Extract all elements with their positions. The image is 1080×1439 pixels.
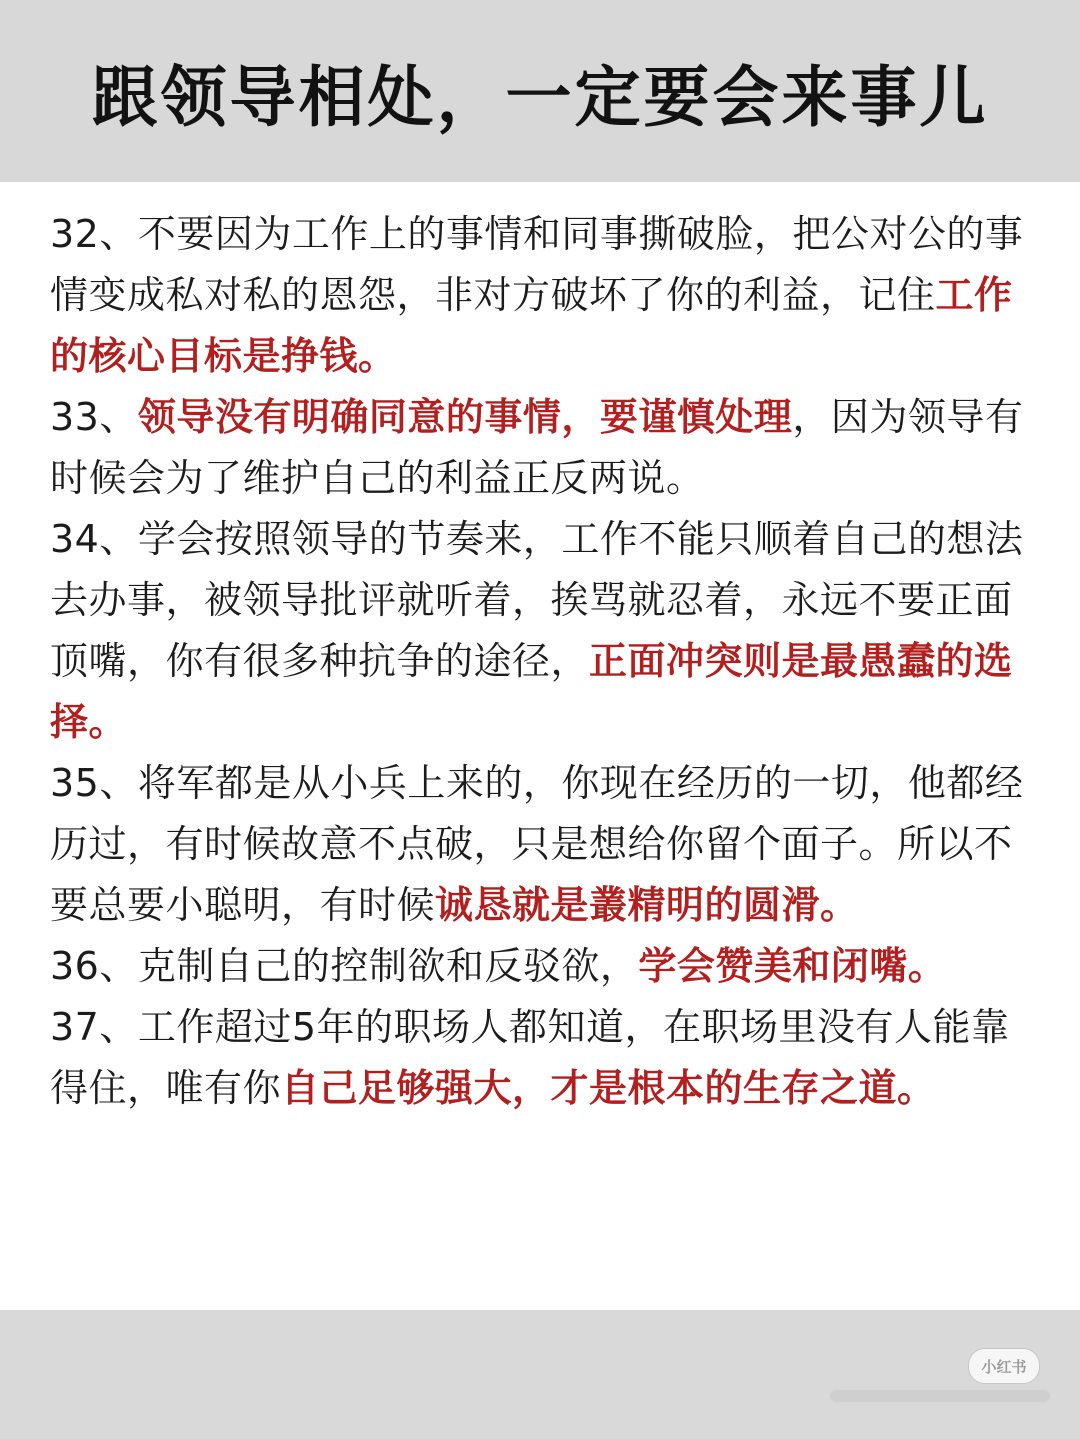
item-highlight: 领导没有明确同意的事情，要谨慎处理 <box>137 395 793 439</box>
item-highlight: 工作的核心目标是挣钱。 <box>50 273 1013 378</box>
footer-band <box>0 1310 1080 1439</box>
item-text: 35、将军都是从小兵上来的，你现在经历的一切，他都经历过，有时候故意不点破，只是想给你留个面子。所以不要总要小聪明，有时候 <box>50 761 1024 927</box>
list-item <box>50 997 1040 1119</box>
item-highlight: 自己足够强大，才是根本的生存之道。 <box>281 1066 936 1110</box>
list-item <box>50 204 1040 387</box>
list-item <box>50 753 1040 936</box>
item-highlight: 正面冲突则是最愚蠢的选择。 <box>50 639 1013 744</box>
item-text: 37、工作超过5年的职场人都知道，在职场里没有人能靠得住，唯有你 <box>50 1005 1010 1110</box>
item-text: 33、 <box>50 395 138 439</box>
list-item <box>50 936 1040 997</box>
item-text: 34、学会按照领导的节奏来，工作不能只顺着自己的想法去办事，被领导批评就听着，挨骂就忍着，永远不要正面顶嘴，你有很多种抗争的途径， <box>50 517 1024 683</box>
item-highlight: 诚恳就是叢精明的圆滑。 <box>435 883 859 927</box>
tips-list <box>0 182 1080 1310</box>
list-item <box>50 387 1040 509</box>
item-text: ，因为领导有时候会为了维护自己的利益正反两说。 <box>50 395 1024 500</box>
watermark-id-blur <box>830 1390 1050 1402</box>
item-highlight: 学会赞美和闭嘴。 <box>638 944 947 988</box>
item-text: 36、克制自己的控制欲和反驳欲， <box>50 944 639 988</box>
title-banner <box>0 0 1080 182</box>
item-text: 32、不要因为工作上的事情和同事撕破脸，把公对公的事情变成私对私的恩怨，非对方破坏了你的利益，记住 <box>50 212 1024 317</box>
page-title: 跟领导相处，一定要会来事儿 <box>91 58 989 136</box>
xiaohongshu-watermark: 小红书 <box>968 1348 1040 1384</box>
list-item <box>50 509 1040 753</box>
